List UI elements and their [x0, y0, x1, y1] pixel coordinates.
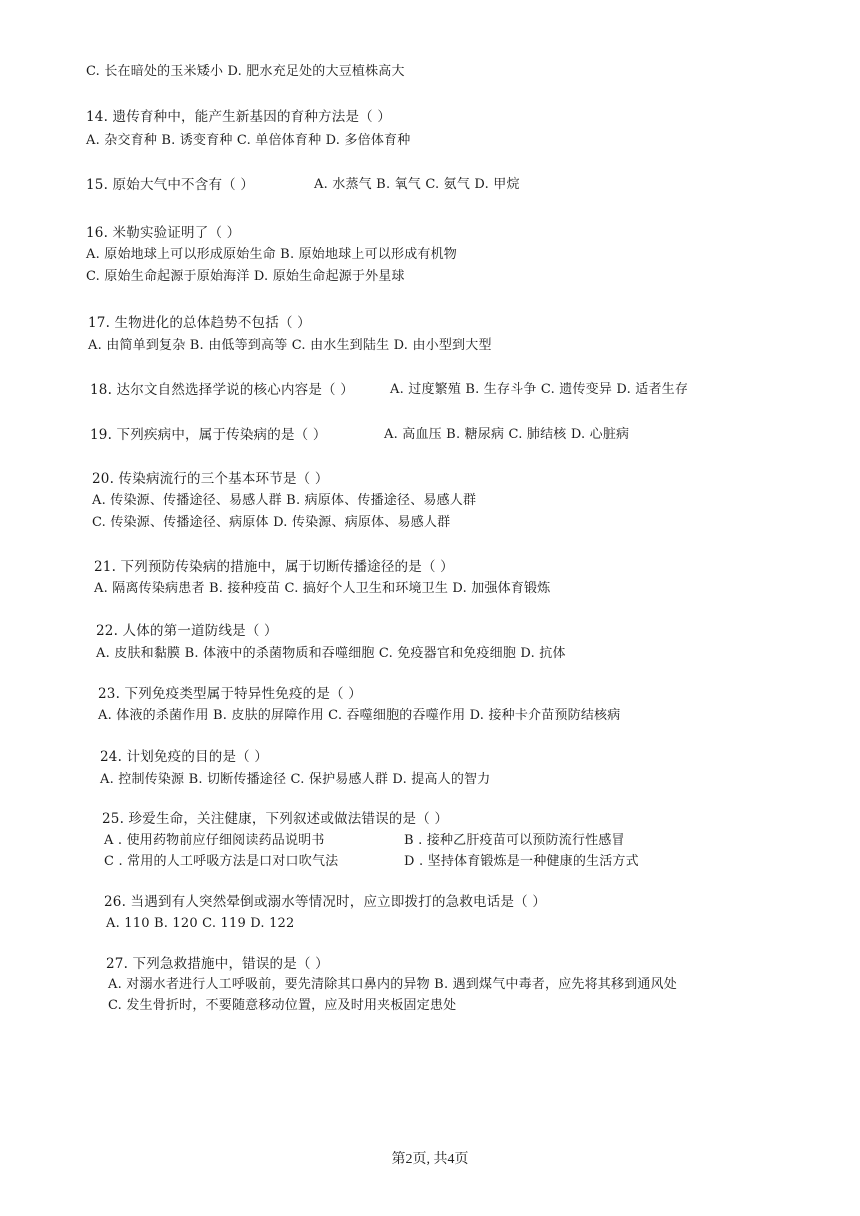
q26-options: A. 110 B. 120 C. 119 D. 122: [106, 916, 295, 931]
q14-title: 14. 遗传育种中，能产生新基因的育种方法是（ ）: [86, 109, 392, 125]
q25-option-d: D . 坚持体育锻炼是一种健康的生活方式: [404, 854, 639, 869]
q27-option-c: C. 发生骨折时，不要随意移动位置，应及时用夹板固定患处: [108, 998, 457, 1013]
q25-option-b: B . 接种乙肝疫苗可以预防流行性感冒: [404, 833, 625, 848]
page-number-footer: 第2页, 共4页: [391, 1152, 469, 1167]
q22-title: 22. 人体的第一道防线是（ ）: [96, 623, 278, 639]
q15-title: 15. 原始大气中不含有（ ）: [86, 177, 255, 193]
q23-options: A. 体液的杀菌作用 B. 皮肤的屏障作用 C. 吞噬细胞的吞噬作用 D. 接种卡介苗预防结核病: [98, 708, 621, 723]
q16-title: 16. 米勒实验证明了（ ）: [86, 225, 241, 241]
q24-options: A. 控制传染源 B. 切断传播途径 C. 保护易感人群 D. 提高人的智力: [100, 772, 491, 787]
q17-title: 17. 生物进化的总体趋势不包括（ ）: [88, 315, 311, 331]
q25-option-c: C . 常用的人工呼吸方法是口对口吹气法: [104, 854, 339, 869]
q24-title: 24. 计划免疫的目的是（ ）: [100, 749, 269, 765]
q16-options-ab: A. 原始地球上可以形成原始生命 B. 原始地球上可以形成有机物: [86, 247, 458, 262]
q19-title: 19. 下列疾病中，属于传染病的是（ ）: [90, 427, 327, 443]
q25-option-a: A . 使用药物前应仔细阅读药品说明书: [104, 833, 325, 848]
q21-title: 21. 下列预防传染病的措施中，属于切断传播途径的是（ ）: [94, 559, 454, 575]
q20-options-ab: A. 传染源、传播途径、易感人群 B. 病原体、传播途径、易感人群: [92, 493, 477, 508]
q27-title: 27. 下列急救措施中，错误的是（ ）: [106, 956, 329, 972]
q18-title: 18. 达尔文自然选择学说的核心内容是（ ）: [90, 382, 354, 398]
q19-options: A. 高血压 B. 糖尿病 C. 肺结核 D. 心脏病: [384, 427, 630, 442]
q16-options-cd: C. 原始生命起源于原始海洋 D. 原始生命起源于外星球: [86, 269, 405, 284]
q23-title: 23. 下列免疫类型属于特异性免疫的是（ ）: [98, 686, 362, 702]
q20-options-cd: C. 传染源、传播途径、病原体 D. 传染源、病原体、易感人群: [92, 515, 451, 530]
q18-options: A. 过度繁殖 B. 生存斗争 C. 遗传变异 D. 适者生存: [390, 382, 689, 397]
q13-options-cd: C. 长在暗处的玉米矮小 D. 肥水充足处的大豆植株高大: [86, 64, 405, 79]
q17-options: A. 由简单到复杂 B. 由低等到高等 C. 由水生到陆生 D. 由小型到大型: [88, 338, 492, 353]
q27-options-ab: A. 对溺水者进行人工呼吸前，要先清除其口鼻内的异物 B. 遇到煤气中毒者，应先将其移到通风处: [108, 977, 678, 992]
q22-options: A. 皮肤和黏膜 B. 体液中的杀菌物质和吞噬细胞 C. 免疫器官和免疫细胞 D. 抗体: [96, 646, 566, 661]
q15-options: A. 水蒸气 B. 氧气 C. 氨气 D. 甲烷: [314, 177, 520, 192]
q25-title: 25. 珍爱生命，关注健康，下列叙述或做法错误的是（ ）: [102, 811, 449, 827]
q14-options: A. 杂交育种 B. 诱变育种 C. 单倍体育种 D. 多倍体育种: [86, 133, 411, 148]
q26-title: 26. 当遇到有人突然晕倒或溺水等情况时，应立即拨打的急救电话是（ ）: [104, 894, 547, 910]
q21-options: A. 隔离传染病患者 B. 接种疫苗 C. 搞好个人卫生和环境卫生 D. 加强体育锻炼: [94, 581, 551, 596]
q20-title: 20. 传染病流行的三个基本环节是（ ）: [92, 471, 329, 487]
